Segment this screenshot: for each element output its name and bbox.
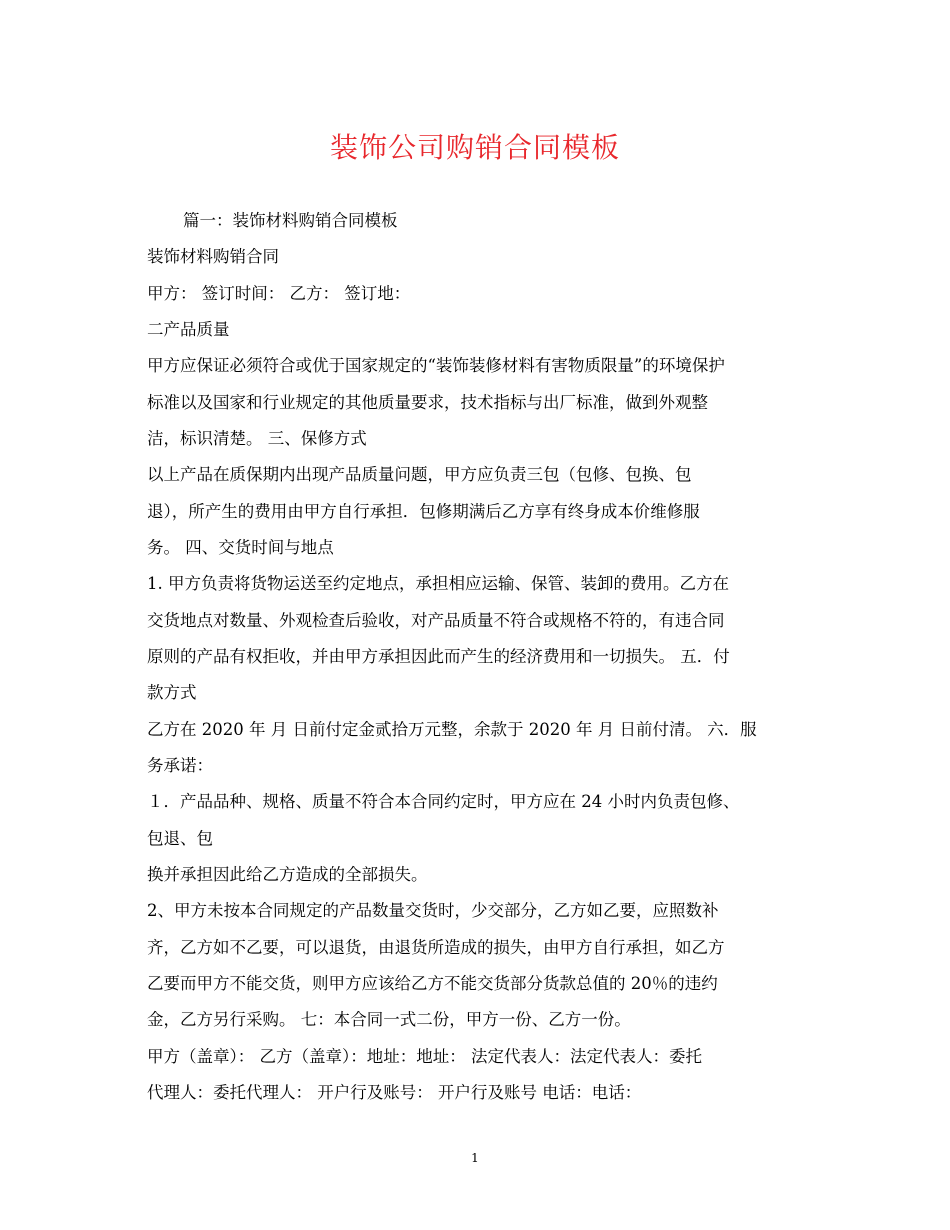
clause-text-line: 包退、包 [147, 829, 213, 848]
page-number: 1 [471, 1151, 479, 1165]
clause-text-line: 齐，乙方如不乙要，可以退货，由退货所造成的损失，由甲方自行承担，如乙方 [147, 938, 725, 957]
contract-parties-line: 甲方： 签订时间： 乙方： 签订地： [147, 284, 411, 303]
clause-text-line: 乙要而甲方不能交货，则甲方应该给乙方不能交货部分货款总值的 20％的违约 [147, 974, 718, 993]
clause-text-line: 1. 甲方负责将货物运送至约定地点，承担相应运输、保管、装卸的费用。乙方在 [147, 574, 729, 593]
signature-line: 甲方（盖章）： 乙方（盖章）：地址：地址： 法定代表人：法定代表人：委托 [147, 1047, 702, 1066]
clause-text-line: 款方式 [147, 683, 197, 702]
clause-text-line: 务。 四、交货时间与地点 [147, 538, 334, 557]
clause-text-line: 金，乙方另行采购。 七：本合同一式二份，甲方一份、乙方一份。 [147, 1010, 631, 1029]
clause-text-line: 原则的产品有权拒收，并由甲方承担因此而产生的经济费用和一切损失。 五．付 [147, 647, 730, 666]
clause-text-line: 退），所产生的费用由甲方自行承担．包修期满后乙方享有终身成本价维修服 [147, 502, 700, 521]
signature-line: 代理人：委托代理人： 开户行及账号： 开户行及账号 电话：电话： [147, 1083, 642, 1102]
clause-text-line: 交货地点对数量、外观检查后验收，对产品质量不符合或规格不符的，有违合同 [147, 611, 725, 630]
clause-text-line: 换并承担因此给乙方造成的全部损失。 [147, 865, 428, 884]
section-heading: 篇一：装饰材料购销合同模板 [183, 211, 398, 230]
document-title: 装饰公司购销合同模板 [329, 131, 620, 164]
clause-text-line: 2、甲方未按本合同规定的产品数量交货时，少交部分，乙方如乙要，应照数补 [147, 901, 719, 920]
clause-heading-quality: 二产品质量 [147, 320, 230, 339]
clause-text-line: １．产品品种、规格、质量不符合本合同约定时，甲方应在 24 小时内负责包修、 [147, 792, 740, 811]
clause-text-line: 标准以及国家和行业规定的其他质量要求，技术指标与出厂标准，做到外观整 [147, 393, 708, 412]
clause-text-line: 以上产品在质保期内出现产品质量问题，甲方应负责三包（包修、包换、包 [147, 465, 692, 484]
clause-text-line: 甲方应保证必须符合或优于国家规定的“装饰装修材料有害物质限量”的环境保护 [147, 356, 725, 375]
clause-text-line: 洁，标识清楚。 三、保修方式 [147, 429, 367, 448]
clause-text-line: 务承诺： [147, 756, 213, 775]
contract-name: 装饰材料购销合同 [147, 247, 279, 266]
clause-text-line: 乙方在 2020 年 月 日前付定金贰拾万元整，余款于 2020 年 月 日前付清。 六．服 [147, 720, 757, 739]
